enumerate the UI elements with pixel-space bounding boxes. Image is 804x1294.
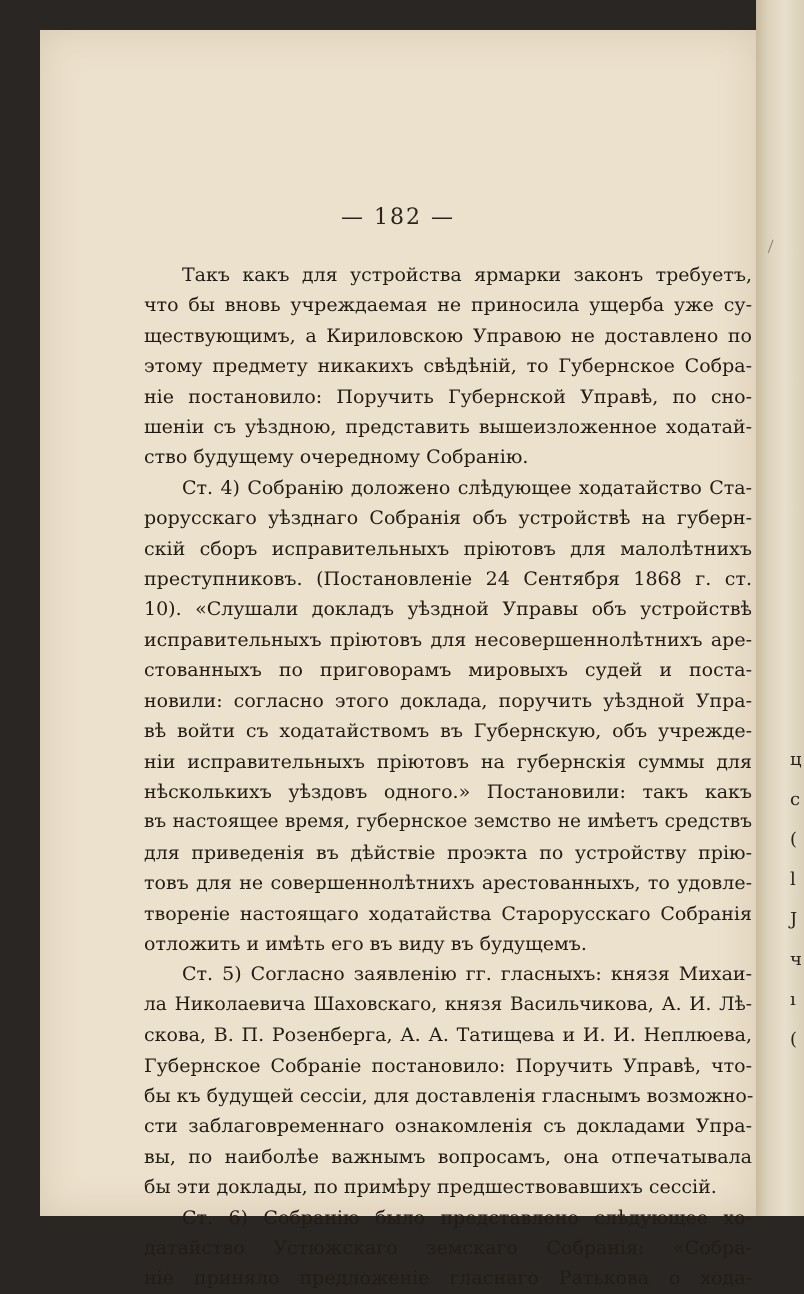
edge-fragment: (	[790, 829, 798, 850]
text-line: Ст. 5) Согласно заявленiю гг. гласныхъ: князя Михаи-	[182, 963, 752, 986]
text-line: что бы вновь учреждаемая не приносила ущерба уже су-	[144, 294, 752, 317]
text-line: ществующимъ, а Кириловскою Управою не доставлено по	[144, 324, 752, 347]
text-line: датайство Устюжскаго земскаго Собранiя: «Собра-	[144, 1237, 752, 1259]
page-number: — 182 —	[341, 205, 455, 230]
text-line: исправительныхъ прiютовъ для несовершеннолѣтнихъ аре-	[144, 628, 752, 651]
text-line: ство будущему очередному Собранiю.	[144, 446, 529, 469]
text-line: бы эти доклады, по примѣру предшествовавшихъ сессiй.	[144, 1176, 717, 1199]
text-line: сти заблаговременнаго ознакомленiя съ докладами Упра-	[144, 1115, 752, 1138]
text-line: этому предмету никакихъ свѣдѣнiй, то Губернское Собра-	[144, 355, 752, 378]
page-body	[144, 260, 752, 1294]
text-line: стованныхъ по приговорамъ мировыхъ судей и поста-	[144, 659, 752, 682]
text-line: нѣсколькихъ уѣздовъ одного.» Постановили: такъ какъ	[144, 780, 752, 803]
text-line: въ настоящее время, губернское земство не имѣетъ средствъ	[144, 811, 752, 833]
edge-fragment: ı	[790, 989, 796, 1010]
text-line: скiй сборъ исправительныхъ прiютовъ для малолѣтнихъ	[144, 537, 752, 560]
text-line: преступниковъ. (Постановленiе 24 Сентября 1868 г. ст.	[144, 568, 752, 591]
adjacent-page-fragments	[790, 740, 804, 1060]
text-line: 10). «Слушали докладъ уѣздной Управы объ устройствѣ	[144, 598, 752, 621]
text-line: новили: согласно этого доклада, поручить уѣздной Упра-	[144, 689, 752, 712]
edge-fragment: ч	[790, 949, 802, 970]
text-line: товъ для не совершеннолѣтнихъ арестованныхъ, то удовле-	[144, 872, 752, 895]
text-line: Губернское Собранiе постановило: Поручить Управѣ, что-	[144, 1054, 752, 1077]
text-line: для приведенiя въ дѣйствiе проэкта по устройству прiю-	[144, 841, 752, 864]
text-line: рорусскаго уѣзднаго Собранiя объ устройствѣ на губерн-	[144, 507, 752, 530]
text-line: Ст. 6) Собранiю было представлено слѣдующее хо-	[182, 1206, 752, 1229]
text-line: ла Николаевича Шаховскаго, князя Васильчикова, А. И. Лѣ-	[144, 993, 752, 1015]
text-line: скова, В. П. Розенберга, А. А. Татищева и И. И. Неплюева,	[144, 1024, 752, 1047]
text-line: бы къ будущей сессiи, для доставленiя гласнымъ возможно-	[144, 1084, 754, 1107]
edge-fragment: ц	[790, 749, 802, 770]
text-line: отложить и имѣть его въ виду въ будущемъ.	[144, 932, 587, 955]
book-page	[40, 30, 756, 1290]
text-line: Ст. 4) Собранiю доложено слѣдующее ходатайство Ста-	[182, 476, 752, 499]
text-line: нiи исправительныхъ прiютовъ на губернскiя суммы для	[144, 750, 752, 773]
edge-fragment: с	[790, 789, 801, 810]
text-line: шенiи съ уѣздною, представить вышеизложенное ходатай-	[144, 416, 752, 439]
edge-fragment: (	[790, 1029, 798, 1050]
text-line: нiе приняло предложенiе гласнаго Ратькова о хода-	[144, 1267, 752, 1290]
text-line: творенiе настоящаго ходатайства Старорусскаго Собранiя	[144, 902, 752, 925]
text-line: вы, по наиболѣе важнымъ вопросамъ, она отпечатывала	[144, 1145, 752, 1168]
text-line: нiе постановило: Поручить Губернской Управѣ, по сно-	[144, 385, 752, 408]
text-line: Такъ какъ для устройства ярмарки законъ требуетъ,	[182, 264, 752, 286]
edge-fragment: J	[790, 909, 798, 930]
text-line: вѣ войти съ ходатайствомъ въ Губернскую, объ учрежде-	[144, 720, 752, 743]
edge-fragment: l	[790, 869, 796, 890]
